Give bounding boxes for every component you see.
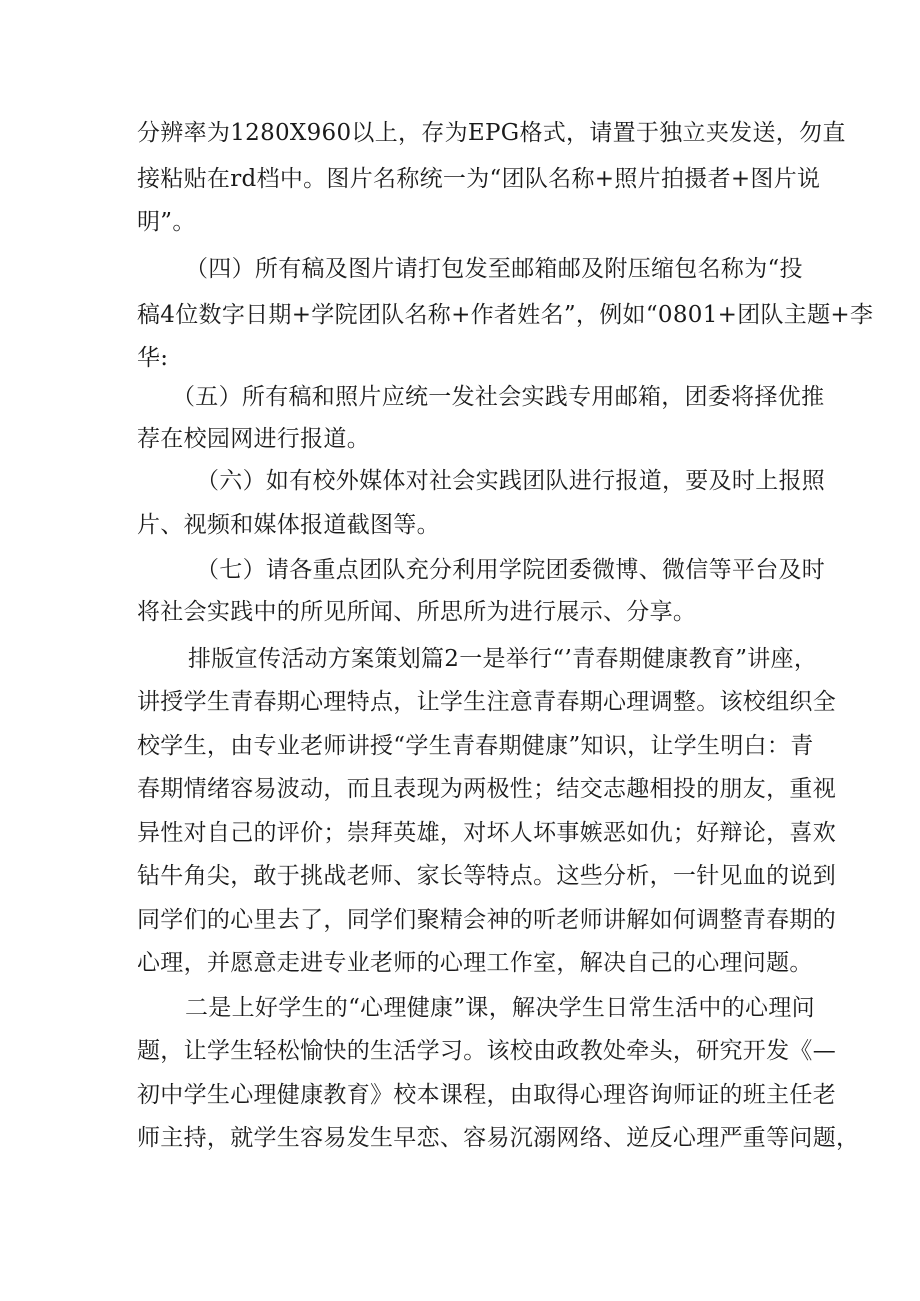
text-line: 片、视频和媒体报道截图等。: [137, 512, 440, 538]
text-line: （五）所有稿和照片应统一发社会实践专用邮箱，团委将择优推: [172, 384, 825, 410]
text-line: 将社会实践中的所见所闻、所思所为进行展示、分享。: [137, 599, 697, 625]
text-line: 钻牛角尖，敢于挑战老师、家长等特点。这些分析，一针见血的说到: [137, 863, 836, 889]
text-line: （四）所有稿及图片请打包发至邮箱邮及附压缩包名称为“投: [185, 256, 803, 282]
text-line: 初中学生心理健康教育》校本课程，由取得心理咨询师证的班主任老: [137, 1082, 836, 1108]
text-line: 心理，并愿意走进专业老师的心理工作室，解决自己的心理问题。: [137, 950, 813, 976]
text-line: 异性对自己的评价；崇拜英雄，对坏人坏事嫉恶如仇；好辩论，喜欢: [137, 820, 836, 846]
text-line: 华:: [137, 345, 169, 371]
text-line: 师主持，就学生容易发生早恋、容易沉溺网络、逆反心理严重等问题，: [137, 1125, 860, 1151]
text-line: 题，让学生轻松愉快的生活学习。该校由政教处牵头，研究开发《—: [137, 1038, 836, 1064]
text-line: 同学们的心里去了，同学们聚精会神的听老师讲解如何调整青春期的: [137, 907, 836, 933]
text-line: （七）请各重点团队充分利用学院团委微博、微信等平台及时: [196, 557, 826, 583]
text-line: 春期情绪容易波动，而且表现为两极性；结交志趣相投的朋友，重视: [137, 776, 836, 802]
text-line: 稿4位数字日期+学院团队名称+作者姓名”，例如“0801+团队主题+李: [137, 302, 874, 328]
text-line: 荐在校园网进行报道。: [137, 426, 370, 452]
text-line: 明”。: [137, 209, 196, 235]
text-line: 校学生，由专业老师讲授“学生青春期健康”知识，让学生明白：青: [137, 733, 814, 759]
text-line: 分辨率为1280X960以上，存为EPG格式，请置于独立夹发送，勿直: [137, 120, 846, 146]
text-line: 讲授学生青春期心理特点，让学生注意青春期心理调整。该校组织全: [137, 689, 836, 715]
text-line: 接粘贴在rd档中。图片名称统一为“团队名称+照片拍摄者+图片说: [137, 166, 821, 192]
text-line: 排版宣传活动方案策划篇2一是举行“’青春期健康教育”讲座，: [188, 646, 818, 672]
text-line: （六）如有校外媒体对社会实践团队进行报道，要及时上报照: [196, 468, 826, 494]
text-line: 二是上好学生的“心理健康”课，解决学生日常生活中的心理问: [185, 995, 815, 1021]
